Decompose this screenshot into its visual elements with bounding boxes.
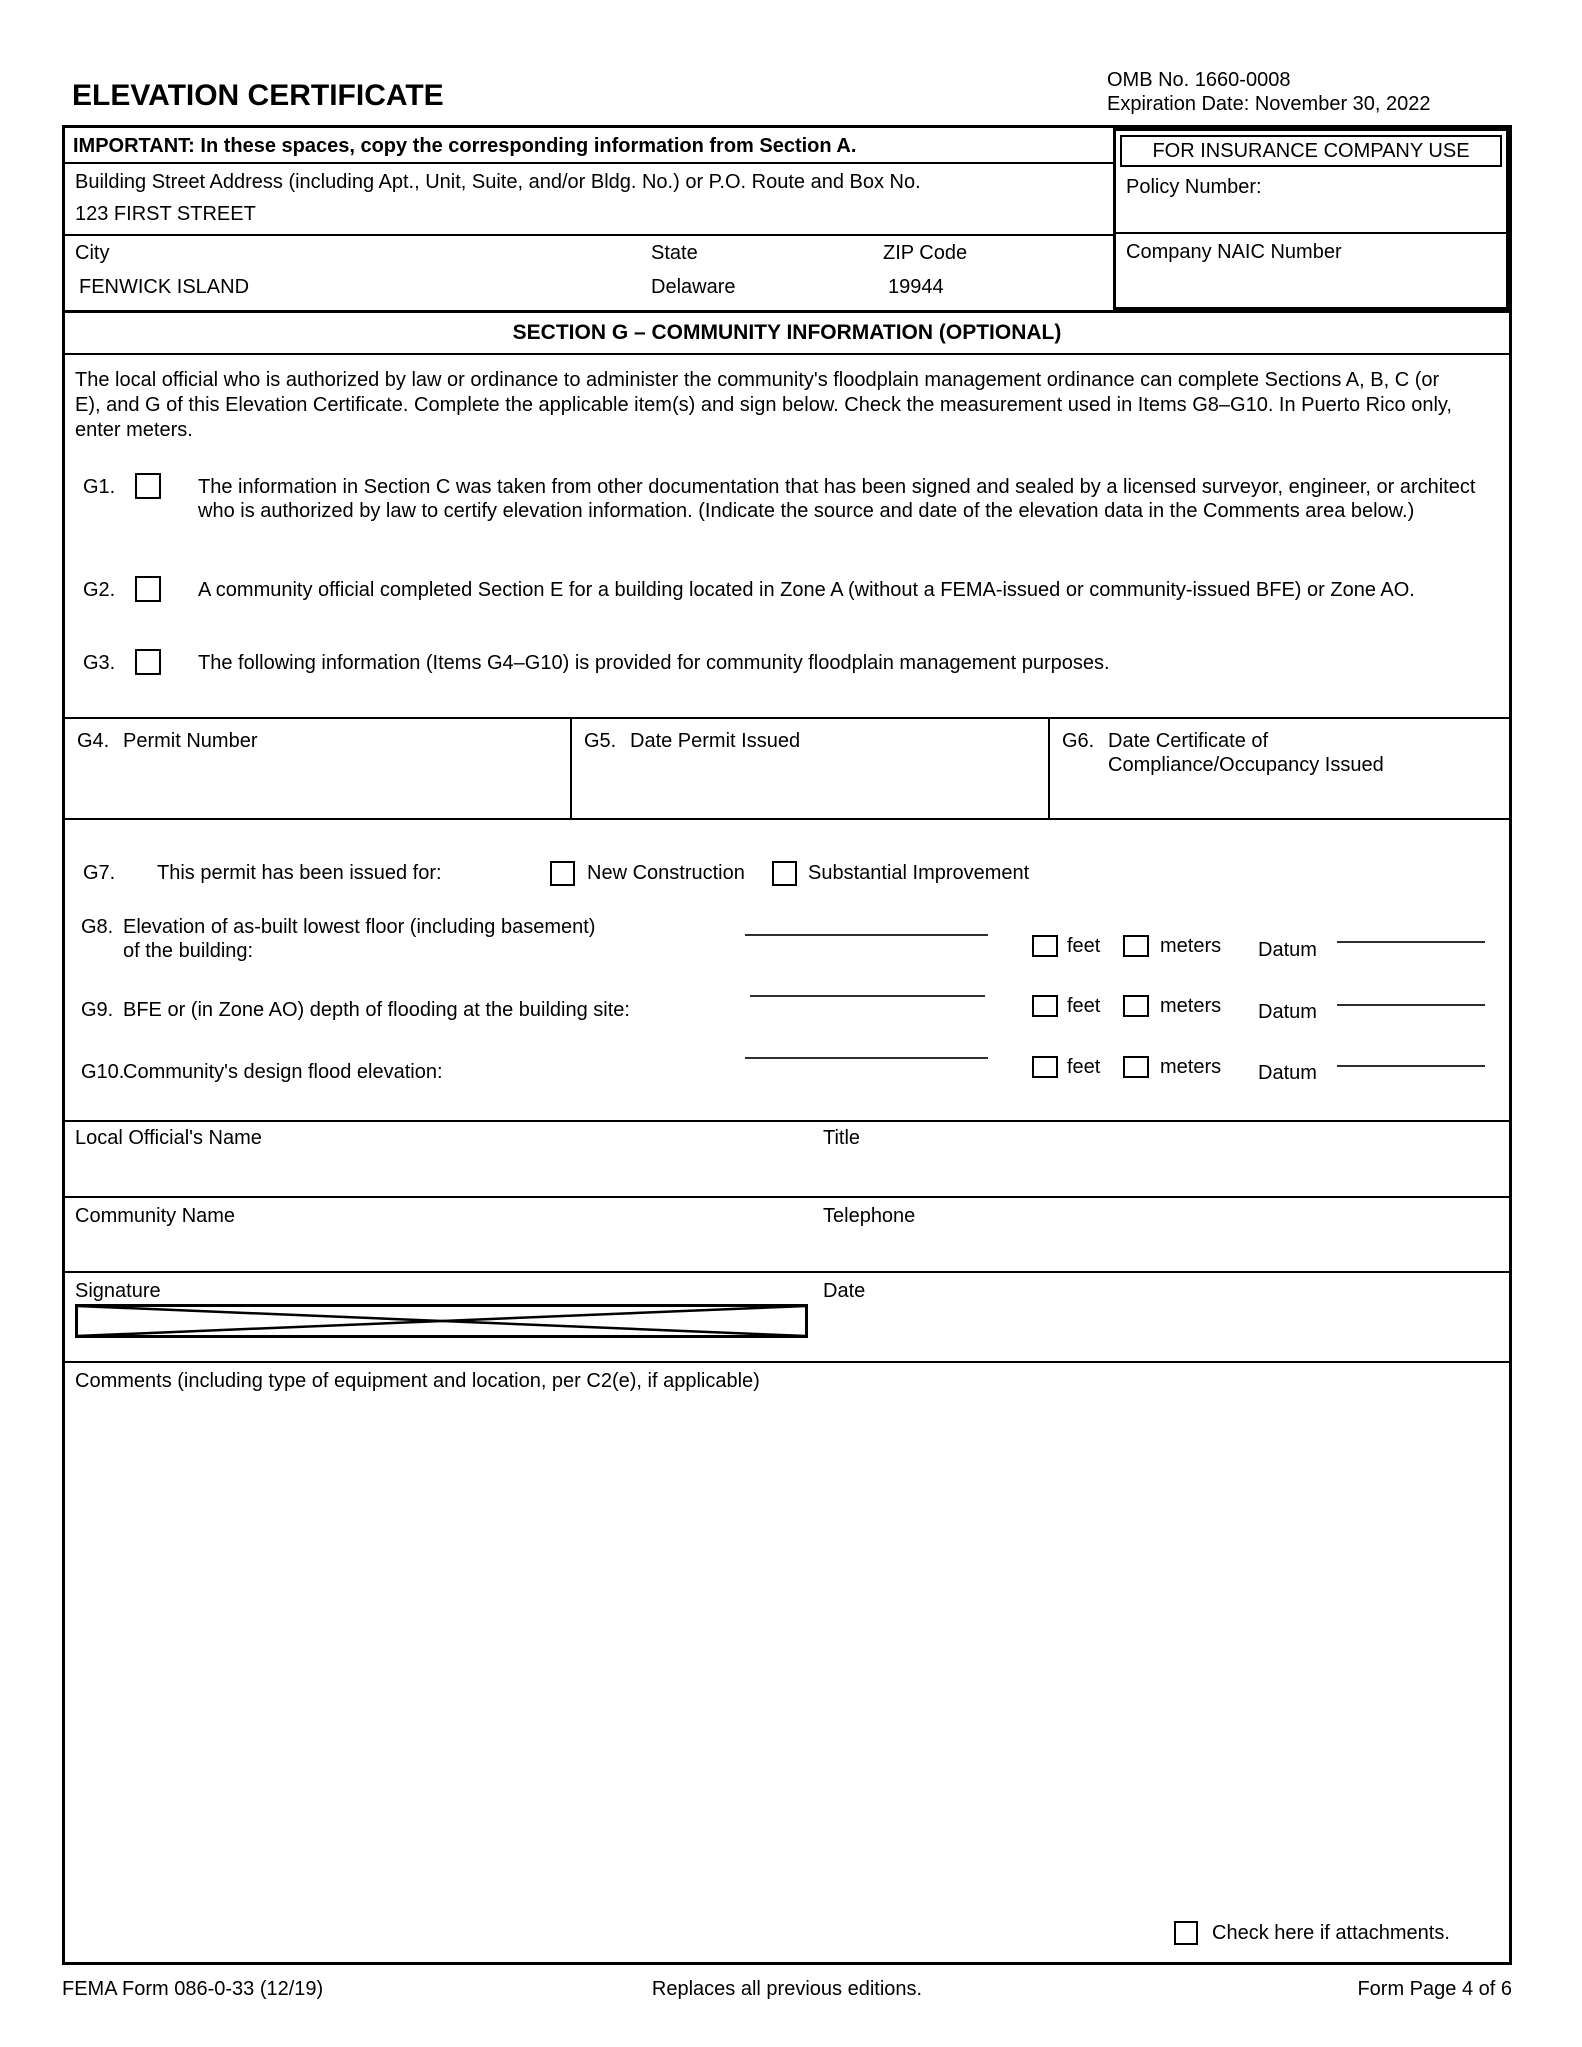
footer-form-number: FEMA Form 086-0-33 (12/19) <box>62 1978 324 2000</box>
footer-replaces-note: Replaces all previous editions. <box>651 1978 923 2000</box>
section-g-intro: The local official who is authorized by law or ordinance to administer the community's floodplain management ordinance can complete Sections A, B, C (or E), and G of this Elevation Certificate. Complete the applicable item(s) and sign below. Check the measurement used in Items G8–G10. In Puerto Rico only, enter meters. <box>75 369 1452 441</box>
g8-meters-checkbox[interactable] <box>1123 935 1149 957</box>
g10-elevation-input-line[interactable] <box>745 1057 988 1059</box>
g3-checkbox[interactable] <box>135 649 161 675</box>
city-value[interactable]: FENWICK ISLAND <box>79 276 250 298</box>
g4-label: G4. <box>77 730 110 752</box>
g8-datum-input-line[interactable] <box>1337 941 1485 943</box>
g9-meters-label: meters <box>1160 995 1222 1017</box>
g7-text: This permit has been issued for: <box>157 862 442 884</box>
g9-datum-label: Datum <box>1258 1001 1317 1023</box>
g5-text: Date Permit Issued <box>630 730 801 752</box>
signature-field[interactable] <box>75 1304 808 1338</box>
row-divider <box>65 234 1113 236</box>
permit-info-row <box>65 717 1509 820</box>
g1-text: The information in Section C was taken from other documentation that has been signed and sealed by a licensed surveyor, engineer, or architect who is authorized by law to certify elevation information. (Indicate the source and date of the elevation data in the Comments area below.) <box>198 476 1476 522</box>
state-label: State <box>651 242 698 264</box>
g9-label: G9. <box>81 999 114 1021</box>
g7-new-construction-label: New Construction <box>587 862 745 884</box>
g8-text-line1: Elevation of as-built lowest floor (including basement) <box>123 916 596 938</box>
g10-feet-checkbox[interactable] <box>1032 1056 1058 1078</box>
g1-checkbox[interactable] <box>135 473 161 499</box>
g7-new-construction-checkbox[interactable] <box>550 861 575 886</box>
city-label: City <box>75 242 110 264</box>
date-label: Date <box>823 1280 866 1302</box>
section-g-heading: SECTION G – COMMUNITY INFORMATION (OPTIONAL) <box>512 321 1062 344</box>
g9-bfe-input-line[interactable] <box>750 995 985 997</box>
community-name-label: Community Name <box>75 1205 236 1227</box>
insurance-use-header: FOR INSURANCE COMPANY USE <box>1152 140 1470 162</box>
address-label: Building Street Address (including Apt., Unit, Suite, and/or Bldg. No.) or P.O. Route and Box No. <box>75 171 921 193</box>
g9-text: BFE or (in Zone AO) depth of flooding at the building site: <box>123 999 630 1021</box>
g10-text: Community's design flood elevation: <box>123 1061 443 1083</box>
footer-page-number: Form Page 4 of 6 <box>1357 1978 1512 2000</box>
g10-feet-label: feet <box>1067 1056 1101 1078</box>
telephone-label: Telephone <box>823 1205 916 1227</box>
g8-feet-label: feet <box>1067 935 1101 957</box>
omb-number: OMB No. 1660-0008 <box>1107 69 1291 91</box>
comments-area[interactable] <box>65 1363 1509 1962</box>
g3-text: The following information (Items G4–G10) is provided for community floodplain management purposes. <box>198 652 1110 674</box>
important-note: IMPORTANT: In these spaces, copy the corresponding information from Section A. <box>73 135 857 157</box>
form-body <box>62 125 1512 1965</box>
g10-datum-label: Datum <box>1258 1062 1317 1084</box>
g6-date-certificate-field[interactable] <box>1050 719 1509 818</box>
g8-datum-label: Datum <box>1258 939 1317 961</box>
expiration-date: Expiration Date: November 30, 2022 <box>1107 93 1431 115</box>
signature-label: Signature <box>75 1280 161 1302</box>
g9-datum-input-line[interactable] <box>1337 1004 1485 1006</box>
local-official-name-label: Local Official's Name <box>75 1127 262 1149</box>
g6-text-line1: Date Certificate of <box>1108 730 1269 752</box>
g1-label: G1. <box>83 476 116 498</box>
title-label: Title <box>823 1127 861 1149</box>
attachments-checkbox[interactable] <box>1174 1921 1198 1945</box>
g7-substantial-improvement-checkbox[interactable] <box>772 861 797 886</box>
g9-feet-checkbox[interactable] <box>1032 995 1058 1017</box>
g4-permit-number-field[interactable] <box>65 719 570 818</box>
g8-label: G8. <box>81 916 114 938</box>
g10-meters-checkbox[interactable] <box>1123 1056 1149 1078</box>
row-divider <box>65 1196 1509 1198</box>
g8-meters-label: meters <box>1160 935 1222 957</box>
g10-meters-label: meters <box>1160 1056 1222 1078</box>
g5-label: G5. <box>584 730 617 752</box>
row-divider <box>65 1271 1509 1273</box>
g2-text: A community official completed Section E for a building located in Zone A (without a FEMA-issued or community-issued BFE) or Zone AO. <box>198 579 1415 601</box>
g8-feet-checkbox[interactable] <box>1032 935 1058 957</box>
row-divider <box>65 162 1113 164</box>
g10-datum-input-line[interactable] <box>1337 1065 1485 1067</box>
g6-label: G6. <box>1062 730 1095 752</box>
page-title: ELEVATION CERTIFICATE <box>72 79 444 112</box>
section-g-banner <box>65 310 1509 355</box>
g7-substantial-improvement-label: Substantial Improvement <box>808 862 1030 884</box>
policy-number-field[interactable] <box>1116 171 1506 234</box>
g9-meters-checkbox[interactable] <box>1123 995 1149 1017</box>
address-value[interactable]: 123 FIRST STREET <box>75 203 256 225</box>
g8-elevation-input-line[interactable] <box>745 934 988 936</box>
row-divider <box>65 1120 1509 1122</box>
g2-label: G2. <box>83 579 116 601</box>
g8-text-line2: of the building: <box>123 940 254 962</box>
g2-checkbox[interactable] <box>135 576 161 602</box>
g6-text-line2: Compliance/Occupancy Issued <box>1108 754 1384 776</box>
g9-feet-label: feet <box>1067 995 1101 1017</box>
insurance-company-box <box>1113 128 1509 310</box>
naic-number-field[interactable] <box>1116 234 1506 300</box>
g10-label: G10. <box>81 1061 125 1083</box>
attachments-label: Check here if attachments. <box>1212 1922 1450 1944</box>
comments-label: Comments (including type of equipment and location, per C2(e), if applicable) <box>75 1370 760 1392</box>
g7-label: G7. <box>83 862 116 884</box>
naic-label: Company NAIC Number <box>1126 241 1342 263</box>
g5-date-permit-issued-field[interactable] <box>572 719 1048 818</box>
g4-text: Permit Number <box>123 730 258 752</box>
g3-label: G3. <box>83 652 116 674</box>
zip-value[interactable]: 19944 <box>888 276 944 298</box>
signature-x-placeholder-icon <box>75 1304 808 1338</box>
zip-label: ZIP Code <box>883 242 968 264</box>
state-value[interactable]: Delaware <box>651 276 736 298</box>
policy-number-label: Policy Number: <box>1126 176 1262 198</box>
